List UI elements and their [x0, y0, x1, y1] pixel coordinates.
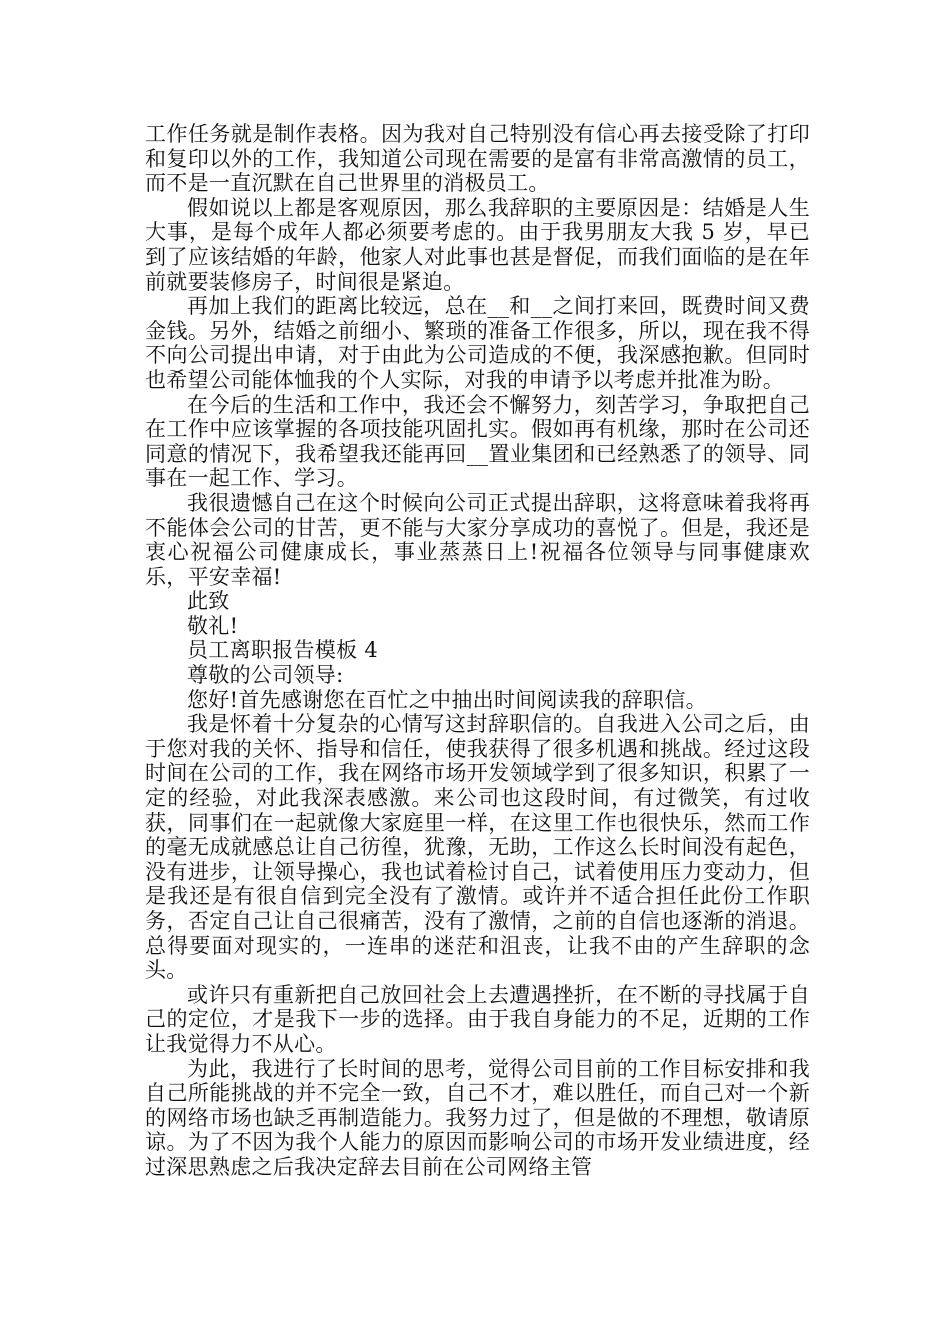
paragraph-setback: 或许只有重新把自己放回社会上去遭遇挫折，在不断的寻找属于自己的定位，才是我下一步的选择。由于我自身能力的不足，近期的工作让我觉得力不从心。 — [145, 982, 810, 1056]
document-body — [145, 122, 810, 1180]
paragraph-regret: 我很遗憾自己在这个时候向公司正式提出辞职，这将意味着我将再不能体会公司的甘苦，更不能与大家分享成功的喜悦了。但是，我还是衷心祝福公司健康成长，事业蒸蒸日上!祝福各位领导与同事健康欢乐，平安幸福! — [145, 490, 810, 589]
paragraph-main-reason: 假如说以上都是客观原因，那么我辞职的主要原因是：结婚是人生大事，是每个成年人都必须要考虑的。由于我男朋友大我 5 岁，早已到了应该结婚的年龄，他家人对此事也甚是督促，而我们面临的是在年前就要装修房子，时间很是紧迫。 — [145, 195, 810, 294]
letter-opening: 您好!首先感谢您在百忙之中抽出时间阅读我的辞职信。 — [187, 687, 707, 712]
paragraph-feelings: 我是怀着十分复杂的心情写这封辞职信的。自我进入公司之后，由于您对我的关怀、指导和信任，使我获得了很多机遇和挑战。经过这段时间在公司的工作，我在网络市场开发领域学到了很多知识，积累了一定的经验，对此我深表感激。来公司也这段时间，有过微笑，有过收获，同事们在一起就像大家庭里一样，在这里工作也很快乐，然而工作的毫无成就感总让自己彷徨，犹豫，无助，工作这么长时间没有起色，没有进步，让领导操心，我也试着检讨自己，试着使用压力变动力，但是我还是有很自信到完全没有了激情。或许并不适合担任此份工作职务，否定自己让自己很痛苦，没有了激情，之前的自信也逐渐的消退。总得要面对现实的，一连串的迷茫和沮丧，让我不由的产生辞职的念头。 — [145, 712, 810, 983]
paragraph-decision: 为此，我进行了长时间的思考，觉得公司目前的工作目标安排和我自己所能挑战的并不完全一致，自己不才，难以胜任，而自己对一个新的网络市场也缺乏再制造能力。我努力过了，但是做的不理想，敬请原谅。为了不因为我个人能力的原因而影响公司的市场开发业绩进度，经过深思熟虑之后我决定辞去目前在公司网络主管 — [145, 1056, 810, 1179]
paragraph-distance: 再加上我们的距离比较远，总在__和__之间打来回，既费时间又费金钱。另外，结婚之前细小、繁琐的准备工作很多，所以，现在我不得不向公司提出申请，对于由此为公司造成的不便，我深感抱歉。但同时也希望公司能体恤我的个人实际，对我的申请予以考虑并批准为盼。 — [145, 294, 810, 392]
paragraph-continued: 工作任务就是制作表格。因为我对自己特别没有信心再去接受除了打印和复印以外的工作，我知道公司现在需要的是富有非常高激情的员工，而不是一直沉默在自己世界里的消极员工。 — [145, 122, 810, 196]
paragraph-future: 在今后的生活和工作中，我还会不懈努力，刻苦学习，争取把自己在工作中应该掌握的各项技能巩固扎实。假如再有机缘，那时在公司还同意的情况下，我希望我还能再回__置业集团和已经熟悉了的领导、同事在一起工作、学习。 — [145, 392, 810, 491]
closing-regards: 敬礼! — [187, 613, 239, 638]
closing-salutation: 此致 — [187, 589, 230, 614]
letter-greeting: 尊敬的公司领导: — [187, 663, 344, 688]
section-title: 员工离职报告模板 4 — [187, 638, 379, 663]
